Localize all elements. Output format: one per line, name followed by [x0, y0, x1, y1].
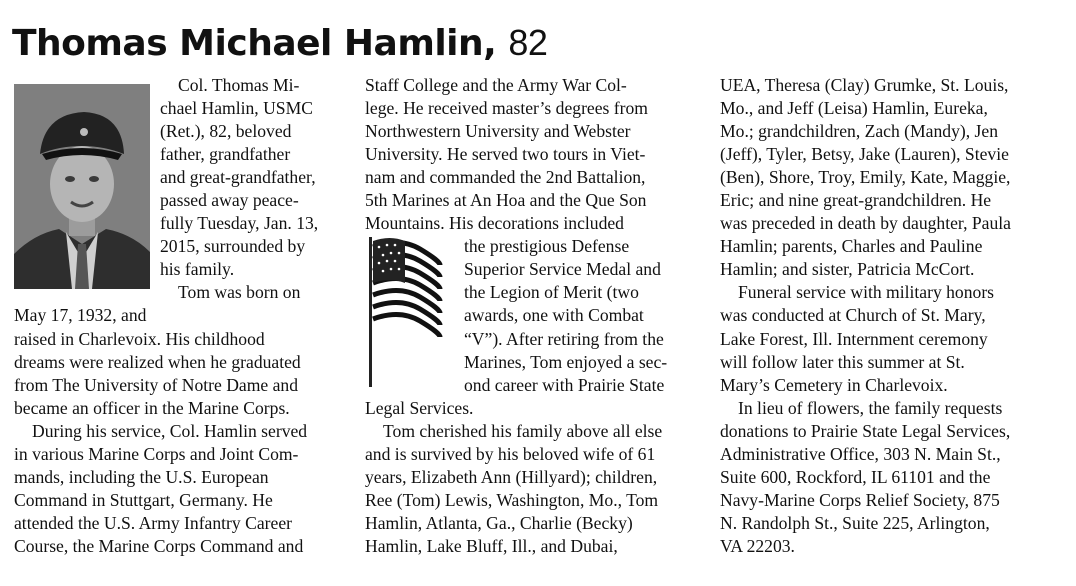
text-line: Mo.; grandchildren, Zach (Mandy), Jen [720, 121, 998, 142]
text-line: Superior Service Medal and [464, 259, 661, 280]
text-line: attended the U.S. Army Infantry Career [14, 512, 292, 533]
text-line: Ree (Tom) Lewis, Washington, Mo., Tom [365, 489, 659, 510]
portrait-photo [14, 84, 150, 289]
text-line: Mary’s Cemetery in Charlevoix. [720, 374, 948, 395]
text-line: During his service, Col. Hamlin served [32, 420, 308, 441]
text-line: (Jeff), Tyler, Betsy, Jake (Lauren), Stevie [720, 144, 1009, 165]
text-line: dreams were realized when he graduated [14, 351, 301, 372]
text-line: lege. He received master’s degrees from [365, 98, 648, 119]
text-line: years, Elizabeth Ann (Hillyard); children, [365, 466, 658, 487]
deceased-name: Thomas Michael Hamlin, [12, 23, 497, 64]
text-line: will follow later this summer at St. [720, 351, 965, 372]
text-line: Legal Services. [365, 397, 474, 418]
text-line: Hamlin, Atlanta, Ga., Charlie (Becky) [365, 512, 633, 533]
text-line: nam and commanded the 2nd Battalion, [365, 167, 646, 188]
text-line: Suite 600, Rockford, IL 61101 and the [720, 466, 991, 487]
text-line: “V”). After retiring from the [464, 328, 664, 349]
text-line: Eric; and nine great-grandchildren. He [720, 190, 992, 211]
text-line: Tom was born on [178, 282, 301, 303]
text-line: 2015, surrounded by [160, 236, 306, 257]
text-line: and is survived by his beloved wife of 61 [365, 443, 656, 464]
text-line: chael Hamlin, USMC [160, 98, 313, 119]
text-line: raised in Charlevoix. His childhood [14, 328, 265, 349]
text-line: Marines, Tom enjoyed a sec- [464, 351, 668, 372]
text-line: In lieu of flowers, the family requests [738, 397, 1003, 418]
text-line: awards, one with Combat [464, 305, 644, 326]
text-line: was conducted at Church of St. Mary, [720, 305, 986, 326]
text-line: N. Randolph St., Suite 225, Arlington, [720, 512, 990, 533]
text-line: father, grandfather [160, 144, 291, 165]
text-line: ond career with Prairie State [464, 374, 665, 395]
text-line: mands, including the U.S. European [14, 466, 269, 487]
text-line: Course, the Marine Corps Command and [14, 535, 304, 556]
text-line: Col. Thomas Mi- [178, 75, 300, 95]
deceased-age: 82 [508, 22, 548, 63]
text-line: fully Tuesday, Jan. 13, [160, 213, 319, 234]
text-line: Navy-Marine Corps Relief Society, 875 [720, 489, 1000, 510]
text-line: Hamlin; and sister, Patricia McCort. [720, 259, 975, 280]
text-line: his family. [160, 259, 235, 280]
text-line: Mo., and Jeff (Leisa) Hamlin, Eureka, [720, 98, 988, 119]
text-line: and great-grandfather, [160, 167, 316, 188]
article-column-1 [14, 74, 344, 558]
text-line: Administrative Office, 303 N. Main St., [720, 443, 1001, 464]
text-line: became an officer in the Marine Corps. [14, 397, 290, 418]
text-line: Hamlin, Lake Bluff, Ill., and Dubai, [365, 535, 618, 556]
text-line: Tom cherished his family above all else [383, 420, 663, 441]
text-line: (Ret.), 82, beloved [160, 121, 292, 142]
text-line: VA 22203. [720, 535, 795, 556]
text-line: Hamlin; parents, Charles and Pauline [720, 236, 983, 257]
text-line: May 17, 1932, and [14, 305, 147, 326]
text-line: Staff College and the Army War Col- [365, 75, 627, 95]
text-line: from The University of Notre Dame and [14, 374, 299, 395]
text-line: Northwestern University and Webster [365, 121, 631, 142]
text-line: Lake Forest, Ill. Internment ceremony [720, 328, 988, 349]
article-column-3 [720, 74, 1050, 558]
text-line: Funeral service with military honors [738, 282, 995, 303]
obituary-title [12, 22, 547, 64]
article-column-2 [365, 74, 695, 558]
text-line: the prestigious Defense [464, 236, 630, 257]
text-line: (Ben), Shore, Troy, Emily, Kate, Maggie, [720, 167, 1011, 188]
text-line: 5th Marines at An Hoa and the Que Son [365, 190, 647, 211]
text-line: in various Marine Corps and Joint Com- [14, 443, 299, 464]
text-line: the Legion of Merit (two [464, 282, 639, 303]
text-line: was preceded in death by daughter, Paula [720, 213, 1011, 234]
text-line: passed away peace- [160, 190, 299, 211]
text-line: Mountains. His decorations included [365, 213, 624, 234]
text-line: donations to Prairie State Legal Services, [720, 420, 1011, 441]
text-line: UEA, Theresa (Clay) Grumke, St. Louis, [720, 75, 1009, 95]
american-flag-icon [365, 235, 460, 390]
text-line: Command in Stuttgart, Germany. He [14, 489, 273, 510]
text-line: University. He served two tours in Viet- [365, 144, 646, 165]
